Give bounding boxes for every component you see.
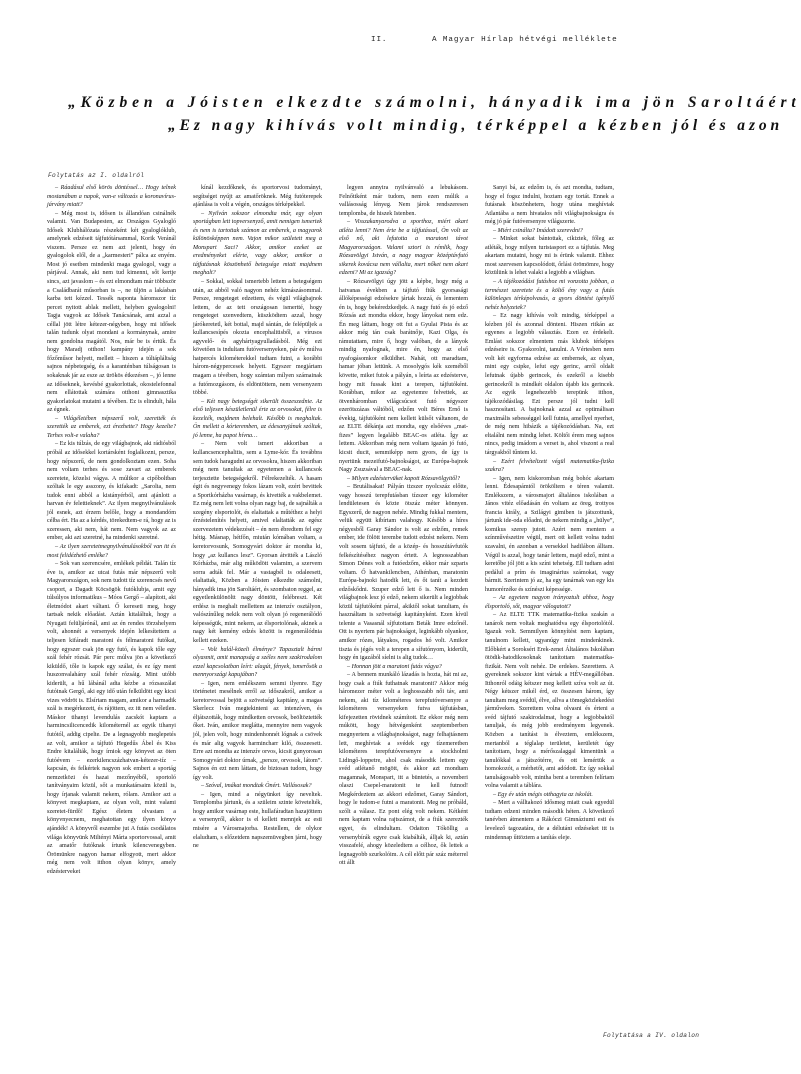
page-number: II. xyxy=(371,36,388,44)
interview-answer: – Igen, mind a négyünket így neveltek. Templomba jártunk, és a szüleim szinte követelték, hogy amikor vasárnap este, hullafáradtan hazajöttem a versenyről, akkor is el kellett mennjek az esti misére a Városmajorba. Restellem, de olykor elaludtam, s előzetdem napszemüvegben járni, hogy ne xyxy=(193,791,322,850)
interview-question: – Ráadásul első körös döntéssel… Hogy telnek mostanában a napok, van-e változás a koronavírus-járvány miatt? xyxy=(47,185,176,209)
interview-answer: – Mert a válltakozó idősmeg miatt csak egyedül tudtam edzeni minden második héten. A következő tanévben átmentem a Rákóczi Gimnáziumi esti és levelező tagozatára, de a délutáni edzéseket itt is mindennap űttöztem a tanítás eleje. xyxy=(485,800,614,841)
continued-on-note: Folytatása a IV. oldalon xyxy=(603,1032,700,1039)
interview-answer: – Igen, nem kiskoromban még bohóc akartam lenni. Édesapámtól örököltem e téren valamit. Emlékszem, a városmajori általános iskolában a János vitéz előadásán én voltam az öreg, trottyos francia király, a Szilágyi gimiben is játszottunk, jártunk ide-oda előadni, de nekem mindig a „hülye”, komikus szerep jutott. Azért nem mentem a színművészetire végül, mert ott kellett volna tudni szavalni, én azonban a versekkel hadilábon álltam. Végül is azzal, hogy tanár lettem, majd edző, mint a keretőbe jól jött a kis színi tehetség. Ell tudtam adni pedálul a prím és imaginárius számokat, vagy bármit. Szerintem jó az, ha egy tanárnak van egy kis humorérzéke és színészi képessége. xyxy=(485,475,614,593)
interview-answer: – Igen, nem emlékszem semmi ilyenre. Egy történetet mesélnek erről az időszakról, amikor a keretorvossal bejött a szövetségi kapitány, a magas Skerlecz Iván megtekinteni az intenzíven, és éljátszották, hogy mindketten orvosok, beöltöztették őket. Iván, amikor meglátta, mennyire nem vagyok jól, jelen volt, hogy mindenhonnét lógnak a csövek és már alig vagyok harmincharr kiló, összeesett. Erre azt mondta az intenzív orvos, kicsit gunyorosan Somogyvári doktor úrnak, „persze, orvosok, látom”. Sajnos én ezt nem láttam, de biztosan tudom, hogy így volt. xyxy=(193,680,322,781)
supplement-title: A Magyar Hírlap hétvégi melléklete xyxy=(432,36,618,44)
article-column-2 xyxy=(193,184,322,1030)
interview-answer: – Ez kis túlzás, de egy világbajnok, aki rádiósból próbál az idősekkel kortársként foglalkozni, persze, hogy népszerű, de nem gondolkoztam ezen. Soha nem voltam terhes és sose zavart az emberek szeretete, közelsi vágya. A múltkor a cipőboltban szóltak le egy asszony, és kifakadt: „Sarolta, nem tudok enni abból a kistányérból, ami ajánlott a harvan év felettieknek”. Az ilyen megnyilvánulások jól esnek, azt érzem belőle, hogy a mondandóm célba ért. Ha az a kérdés, törekedtem-e rá, hogy az is szeressen, aki nem, hát nem. Nem vagyok az az ember, aki azt szeretné, ha mindenki szeretné. xyxy=(47,441,176,542)
interview-answer: – Minket sokat bántottak, cikiztek, főleg az atléták, hogy milyen turistasport ez a tájfutás. Meg akartam mutatni, hogy mi is érünk valamit. Ehhez most szervesen kapcsolódott, őrlási örömömre, hogy közülünk is lehet valaki a legjobb a világban. xyxy=(485,236,614,277)
interview-answer: – A bennem munkáló lázadás is hozta, hát mi az, hogy csak a fiúk futhatnak maratonit? Akkor még háromezer méter volt a leghosszabb női táv, ami nekem, aki tíz kilométeres terepfutóversenyre a kilométeres versenyeken futva tájfutásban, kifejezetten rövidnek számított. Ez ekkor még nem múkött, hogy hétvégenként szeptemberben megnyertem a világbajnokságot, nagy felhajtásnem lett, meghívtak a svédek egy tízemeretben kilométeres terepfutóversenyre a stockholmi Lidingő-loppetre, ahol csak második lettem egy svéd atlétanő mögött, és akkor azt mondtam magamnak, Monspart, itt a büntetés, a novemberi olaszi Csepel-maratonit te kell futnod! Megkérdeztem az akkori edzőmet, Garay Sándort, hogy le tudom-e futni a maratonit. Meg ne próbáld, szólt a válasz. Ez pont elég volt nekem. Kétként nem kaptam volna rajtszámot, de a fiúk szerezték egyet, és elindultam. Odaiton Tóköllig a versenybírák egyre csak kiabálták, álljak ki, aztán visszafelé, ahogy közeledtem a célhoz, ők lettek a legnagyobb szurkolóim. A cél előtt pár száz méterrel ott állt xyxy=(339,672,468,867)
interview-question: – Honnan jött a maratoni futás vágya? xyxy=(347,663,442,670)
interview-answer: – Brutálisakat! Pályán tizszer nyolcszáz előtte, vagy hosszú terepfutásban tízszer egy kilométer lendületesen és közte ötszáz méter könnyen. Egyszerű, de nagyon nehéz. Mindig fukkal mentem, velük együtt kibírtam valahogy. Később a híres négyesből Garay Sándor is volt az edzőm, remek ember, ide fölött terembe tudott edzést nekem. Nem volt sosem tájfutó, de a közép- és hosszútávfutók felkészítéséhez nagyon értett. A legnosszabban Simon Dénes volt a futóedzőm, ekkor már szparis voltam. Ő hatvankilencben, Athénban, maratonin Európa-bajnoki hatodik lett, és őt tanít a kezdett edzőskődni. Szuper edző lett ő is. Nem minden világbajnok lesz jó edző, nekem sikerült a legjobbak közül tájfutóként párral, akiktől sokat tanultam, és használtam is szövetségi kapitányként. Ezen kívül telente a Vasasnál síjfutottam Beták Imre edzőnél. Ott is nyertem pár bajnokságot, leginkább olyankor, amikor rózes, látyakos, rogados hó volt. Amikor tiszta és jégés volt a terepen a sífutónyom, kiderült, hogy én igazából síelni is alig tudok… xyxy=(339,484,468,662)
interview-question: – Volt halál-közeli élménye? Tapasztalt bármi olyasmit, amit manapság a széles nem szakirodalom ezzel kapcsolatban leírt: alagút, fények, ismerősök a mennyországi kapujában? xyxy=(193,646,322,679)
interview-answer: – Az ELTE TTK matematika-fizika szakán a tanárok nem voltak meghatódva egy élsportolótól. Igazuk volt. Semmilyen könnyítést nem kaptam, tanulnom kellett, ugyanúgy mint mindenkinek. Előbkért a Sorokséri Erek-zenei Általános Iskolában ötödik-hatodikosoknak tanítottam matematika-fizikát. Nem volt nehéz. De erdekes. Szerettem. A gyereknek sokszor kint vártak a HÉV-megállóban. Itthonról odáig kétszer meg kellett szíva volt az út. Négy kétszer mikél érd, ez összesen három, így tanultam meg svédül, élve, allva a tömegközlekedési járműveken. Szerettem volna olvasni és érteni a svéd tájfutó szakirodalmat, hogy a legjobbaktól tanuljak, és még jobb eredményem legyenek. Közben a tanítást is élveztem, emlékszem, mertanból a téglalap területet, kerületét úgy tanítottam, hogy a mérőszalaggal kimentünk a tanulókkal a játszótérre, és ott lemértük a homokozót, a mérhetőt, ami adódott. Ez így sokkal tanulságosabb volt, mintha bent a teremben felírtam volna valamit a táblára. xyxy=(485,612,614,790)
interview-answer: – Sokkal, sokkal ismertebb lettem a betegségem után, az abból való nagyon nehéz kimászásommal. Persze, rengeteget edzettem, és végül világbajnok lettem, de az tett országosan ismertté, hogy rengeteget szenvedtem, küszködtem azzal, hogy járókeretetl, két bottal, majd sántán, de felépüljek a kullancsesípés okozta encephalitisből, a vírusos agyvelő- és agyhártyagyulladásból. Még ezt követően is indultam futóversenyeken, pár év múlva hatpercés kilométerekkel tudtam futni, a korábbi három-négypercesek helyett. Egyszer megjártam magam a tévében, hogy számtan mílyen számainak a futómozgásom, és eldöntöttem, nem versenyzem többé. xyxy=(193,279,322,397)
article-column-1 xyxy=(47,184,176,1030)
interview-answer: – Még most is, idősen is állandóan csinálnék valamit. Van Budapesten, az Országos Gyalogló Idősek Klubhálózata részeként két gyaloglóklub, amelynek edzéseit tájfutótársammal, Korik Veránál viszem. Persze ez nem azt jelenti, hogy én gyalogolok elől, de a „karmesteri” pálca az enyém. Most jó esetben mindenki maga gyalogol, vagy a párjával. Annak, aki nem tud kimenni, sőt kertje sincs, azt javaslom – és ezt elmondtam már többször a Családbarát műsorban is –, ne üljön a lakásban karba tett kézzel. Tessék naponta háromszor tíz percet nyitott ablak mellett, helyben gyalogolni! Tagja vagyok az Idősek Tanácsának, ami azzal a céllal jött létre kétezer-négyben, hogy mi idősek talán tudunk olyat mondani a kormánynak, amire nem gondolna magától. Nos, már be is értük. És hogy Maradj otthon! kampány idején a sok főzőműsor helyett, mellett – hiszen a túltápláltság sajnos népbetegség, és a karanténban túlságosan is sokaknak jár az esze az ürökös étkezésen –, jó lenne az időseknek, kevésbé gyakorlottak, okostelefonnal nem ellátottak számára otthoni gimnasztika gyakorlatokat mutatni a tévében. Ez is elindult, hála az égnek. xyxy=(47,210,176,414)
interview-answer: Sanyi bá, az edzőm is, és azt mondta, tudtam, hogy el fogsz indulni, hoztam egy tortát. Ennek a futásnak köszönhetem, hogy utána meghívtak Atlantába a nem hivatalos női világbajnokságra és még jó pár futóversenyre világszerte. xyxy=(485,185,614,226)
article-column-3 xyxy=(339,184,468,1030)
headline-line-1: „Közben a Jóisten elkezdte számolni, hányadik ima jön Saroltáért xyxy=(68,94,801,111)
interview-answer: – Sok van szerencsére, emlékek példát. Talán tíz éve is, amikor az utcai futás már népszerű volt Magyarországon, sok nem tudott tíz szerencsés nevű csoport, a Dagadt Köcsögök futóklubja, amit egy túlsúlyos informatikus – Móos Gergő – alapított, aki életmódot akart váltani. Ő kereseti meg, hogy tartsak nekik előadást. Aztán kitaláltuk, hogy a Nyugati felüljárónál, ami az én rendes törzshelyem volt, ahonnét a versenyek idején lelkesítettem a teljesen kifáradt maratoni és félmaratoni futókat, hogy egyszer csak jön egy futó, és kapok tőle egy szál fehér rózsát. Pár perc múlva jön a következő kiküldő, tőle is kapok egy szálat, és ez így ment huszonvalahány szál fehér rózsáig. Mint utóbb kiderült, a hű lábánál adta kézbe a rózsaszálat futóinak Gergő, aki egy idő után felküldött egy kicsi vizes vödröt is. Elsírtam magam, amikor a harmadik szál is megérkezett, és rájöttem, ez itt nem véletlen. Máskor tihanyi levendulás zacskót kaptam a harmincsilicencedik kilométernél az egyik tihanyi futótól, addig cipelte. De a legnagyobb meglepetés az volt, amikor a tájfutó Hegedűs Ábel és Kiss Endre kitalálták, hogy írniok egy könyvet az öten futóévem – ezerkilencszázhatvan-kétezer-tíz – kapcsán, és felkértek nagyon sok embert a sportág nemzetközi és hazai mezőnyéből, sportoló tanítványaim közül, sőt a munkatársaim közül is, hogy írjanak valamit nekem, rólam. Amikor azt a könyvet megkaptam, az olyan volt, mint valami szeretet-fürdő! Egész életem olvastam a könyvnyecnem, meghatottan egy ilyen könyv ajándék! A könyvről eszembe jut A futás csodálatos világa könyvünk Miltényi Márta sportorvossal, amit az amatőr futóknak írtunk kilencvenegyben. Örömünkre nagyon hamar elfogyott, mert akkor még nem volt itthon olyan könyv, amely edzésterveket xyxy=(47,561,176,875)
interview-question: – Az egyetem nagyon irányoztult ahhoz, hogy élsportoló, sőt, magyar válogatott? xyxy=(485,595,614,610)
interview-answer: kínál kezdőknek, és sportorvosi tudományt, segítséget nyújt az amatőröknek. Még futóterepek ajánlása is volt a végén, országos térképekkel. xyxy=(193,185,322,209)
interview-question: – Egy év után mégis otthagyta az iskolát. xyxy=(493,791,593,798)
article-column-4 xyxy=(485,184,614,1030)
interview-answer: – Ez nagy kihívás volt mindig, térképpel a kézben jól és azonnal dönteni. Hiszen ritkán az egyenes a legjobb választás. Ezen ez érdekelt. Emlást sokszor elmentem más klubok térképes edzéseire is. Gyakorolni, tanulni. A Vértesben nem volt két egyforma edzése az embernek, az olyan, mint egy csipke, lefut egy gerinc, arról oldalt lefutnak újabb gerincek, és ezekről a kisebb gerincekről is mindkét oldalon újabb kis gerincek. Az egyik legnehezebb terepünk itthon, tájékozódásilag. Ezt persze jól tudni kell hasznosítani. A bajnoknak azzal az optimálisan maximális sebességgel kell futnia, amellyel nyerhet, de még nem hibázik a tájékozódásban. Na, ezt eltalálni nem mindig lehet. Költői érem meg sajnos nincs, pedig imádom a verset is, ahol viszont a real tárgyakból tűntem ki. xyxy=(485,313,614,456)
interview-answer: – Rózsavölgyi úgy jött a képbe, hogy még a hatvanas években a tájfutó fiúk gyorsasági állóképességi edzésekre jártak hozzá, és lementem én is, hogy bekéredzkedjek. A nagy futó és jó edző Rózsás azt mondta ekkor, hogy lányokat nem edz. Én meg láttam, hogy ott fut a Gyulai Pista és az akkor még tán csak barátnője, Kazi Olga, és rámutattam, mire ő, hogy valóban, de a lányok mindig nyafognak, mire én, hogy az első nyafogásomkor elküldhet. Nahát, ott maradtam, hamar jóban lettünk. A mosolygós kék szeméből követte, miket futok a pályán, s leírta az edzésterve, hogy mit fussak kint a terepen, tájfutóként. Korábban, mikor az egyetemre felvettek, az ötvenháromban világcsúcsot futó négyszer ezerötszázas váltóból, edzőm volt Béres Ernő is évekig, tájfutóként nem kellett külsőt váltanom, de az ELTE dékánja azt mondta, egy elsőéves „mat-fizes” legyen legalább BEAC-os atléta. Így az lettem. Akkoriban még nem voltam igazán jó futó, kicsit ducit, semmiképp nem gyors, de így is nyertünk mezeifutó-bajnokságot, az Európa-bajnok Nagy Zsuzsával a BEAC-nak. xyxy=(339,279,468,474)
interview-question: – Miért csinálta? Imádott szerevdni? xyxy=(493,227,583,234)
interview-question: – Milyen edzéstervüket kapott Rózsavölgyitől? xyxy=(347,475,461,482)
interview-question: – Két nagy betegségét sikerült összeszednie. Az első teljesen készületlenül érte az orvosokat, félre is kezelték, majdnem belehalt. Később is meghaltak. Ön mellett a kórteremben, az édesanyjának szóltak, jó lenne, ha papot hívna… xyxy=(193,398,322,439)
interview-question: – A tájékozódási futáshoz mi vonzotta jobban, a természet szeretete és a költő ény vagy a futás különleges térképolvasás, a gyors döntést igénylő nehéz helyzetek? xyxy=(485,279,614,311)
interview-question: – Nyilván sokszor elmondta már, egy olyan sportágban lett topversenyző, amit nemigen ismertek és nem is tartottak számon az emberek, a magyarok különösképpen nem. Vajon mikor született meg a Monspart Saci? Akkor, amikor ezeket az eredményeket elérte, vagy akkor, amikor a tájfutásnak köszönhető betegsége miatt majdnem meghalt? xyxy=(193,210,322,277)
interview-question: – Szóval, imákat mondtak Önért. Vallásosak? xyxy=(201,783,312,790)
page-header xyxy=(0,36,720,50)
interview-question: – Ezért felvételizett végül matematika-fizika szakra? xyxy=(485,458,614,474)
interview-question: – Az ilyen szeretetmegnyilvánulásokból van itt és most felidézhető emléke? xyxy=(47,543,176,559)
interview-question: – Visszakanyarodva a sporthoz, miért akart atléta lenni? Nem érte be a tájfutással, Ön volt az első nő, aki lefutotta a maratoni távot Magyarországon. Valami sztori is rémlik, hogy Rózsavölgyi István, a nagy magyar középtávfutó sikerek kovácsa nem vállalta, mert nőket nem akart edzeni? Mi az igazság? xyxy=(339,219,468,277)
continued-from-note: Folytatás az I. oldalról xyxy=(48,172,145,179)
interview-answer: – Nem volt ismert akkoriban a kullancsencephalitis, sem a Lyme-kór. És továbbra sem tudok haragudni az orvosokra, hiszen akkoriban még nem tanultak az egyetemen a kullancsok terjesztette betegségekről. Félrekezelték. A hasam égit és negyvenegy fokos lázam volt, ezért bevittek a Sportkórházba vasárnap, és kivették a vakbelemet. Ez még nem lett volna olyan nagy baj, de sajnálták a szegény elsportolót, és elaltattak a műtéthez a helyi érzéstelenítés helyett, amivel elaltatták az egész szervezetem védekezését – én nem ébredtem fel egy hétig. Másnap, hétfőn, miután kómában voltam, a keretorvosunk, Somogyvári doktor ár mondta ki, hogy „az kullancs lesz”. Gyorsan átvitték a László Kórházba, már alig működött valamim, a szervem sorra adták fel. Már a vastagbél is odaleesett, elaltattak, Közben a Jóisten elkezdte számolni, hányadik ima jön Saroltáért, és szombaton reggel, az egyetlenkülönöltt nagy döntött, felébreszt. Két erdész is meghalt mellettem az intenzív osztályon, valószínűleg nekik nem volt olyan jó regenerálódó képességük, mint nekem, az élsportolónak, akinek a nagy két kemény edzés között is regenerálódnia kellett ezeken. xyxy=(193,441,322,644)
interview-answer: legyen annyira nyilvánvaló a lebukásom. Felnőttként már tudom, nem ezen múlik a vallásosság lényeg. Nem járok rendszeresen templomba, de hiszek Istenben. xyxy=(339,185,468,217)
interview-question: – Világéletében népszerű volt, szerették és szerették az emberek, ezt érezhette? Hogy kezelte? Terhes volt-e valaha? xyxy=(47,415,176,439)
headline-line-2: „Ez nagy kihívás volt mindig, térképpel a kézben jól és azon xyxy=(168,117,784,134)
